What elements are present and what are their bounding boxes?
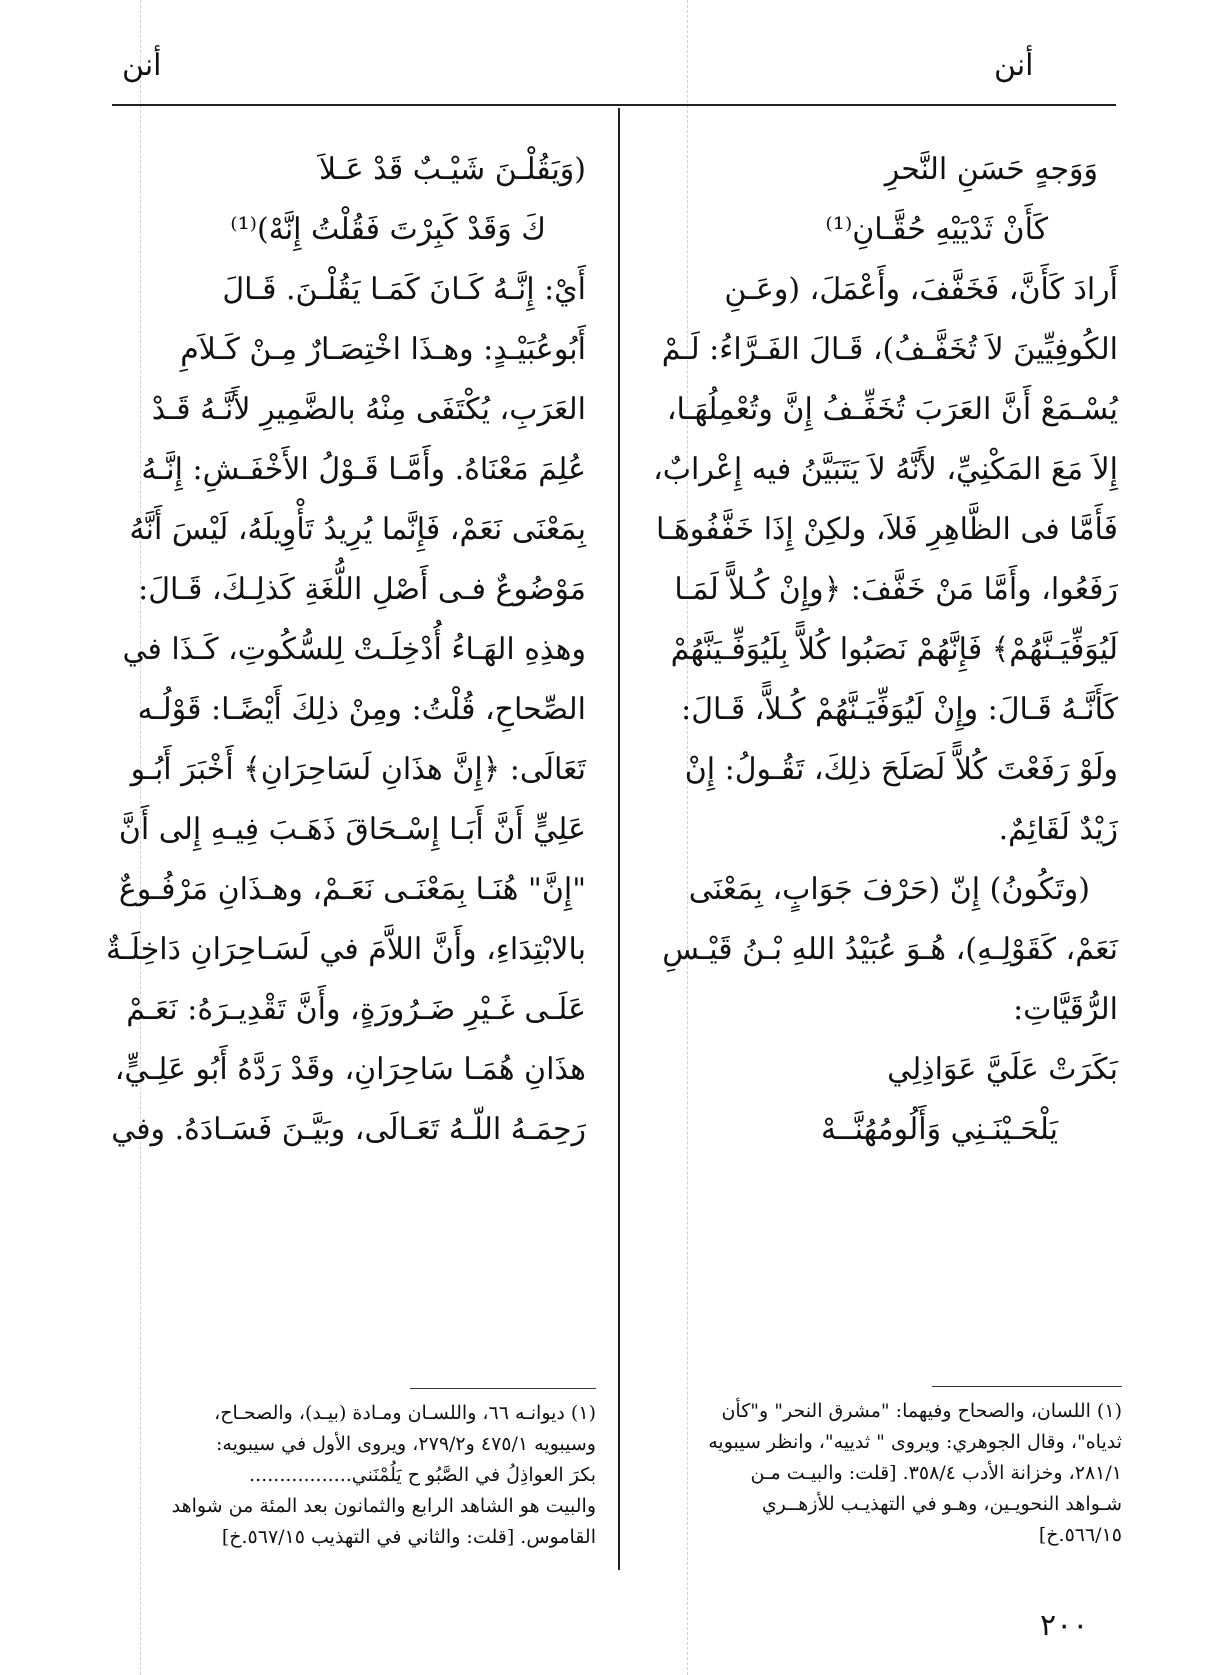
left-column — [105, 140, 586, 1160]
footnote-right — [676, 1396, 1122, 1551]
text-line: رَحِمَـهُ اللّـهُ تَعَـالَى، وبَيَّـنَ فَسَـادَهُ. وفي — [111, 1112, 586, 1147]
text-line: الكُوفِيِّينَ لاَ تُخَفَّـفُ)، قَـالَ الفَـرَّاءُ: لَـمْ — [661, 332, 1118, 367]
text-line: وهذِهِ الهَـاءُ أُدْخِلَـتْ لِلسُّكُوتِ، كَـذَا في — [122, 632, 586, 667]
footnote-line: شـواهد النحويـين، وهـو في التهذيـب للأزهــري — [761, 1493, 1122, 1515]
text-line: إِلاَ مَعَ المَكْنِيِّ، لأَنَّهُ لاَ يَتَبَيَّنُ فيه إِعْرابٌ، — [653, 452, 1118, 487]
footnote-line: (١) اللسان، والصحاح وفيهما: "مشرق النحر" و"كأن — [721, 1400, 1122, 1422]
text-line: أَبُوعُبَيْـدٍ: وهـذَا اخْتِصَـارٌ مِـنْ كَـلاَمِ — [180, 332, 586, 367]
text-line: العَرَبِ، يُكْتَفَى مِنْهُ بالضَّمِيرِ لأَنَّـهُ قَـدْ — [151, 392, 586, 427]
text-line: تَعَالَى: ﴿إِنَّ هذَانِ لَسَاحِرَانِ﴾ أَخْبَرَ أَبُـو — [130, 752, 586, 787]
footnote-line: والبيت هو الشاهد الرابع والثمانون بعد المئة من شواهد — [171, 1495, 596, 1517]
text-line: نَعَمْ، كَقَوْلِـهِ)، هُـوَ عُبَيْدُ اللهِ بْـنُ قَيْـسِ — [662, 932, 1118, 967]
footnote-left — [118, 1398, 596, 1553]
text-line: "إِنَّ" هُنَـا بِمَعْنَـى نَعَـمْ، وهـذَانِ مَرْفُـوعٌ — [118, 872, 586, 907]
footnote-rule-left — [410, 1388, 596, 1389]
text-line: (وتَكُونُ) إِنّ (حَرْفَ جَوَابٍ، بِمَعْنَى — [688, 872, 1090, 907]
text-line: بِمَعْنَى نَعَمْ، فَإِنَّما يُرِيدُ تَأْوِيلَهُ، لَيْسَ أَنَّهُ — [129, 512, 586, 547]
footnote-line: وسيبويه ٤٧٥/١ و٢٧٩/٢، ويروى الأول في سيبويه: — [216, 1433, 596, 1455]
verse-line: كَ وَقَدْ كَبِرْتَ فَقُلْتُ إِنَّهْ)⁽¹⁾ — [230, 212, 546, 247]
text-line: أَرادَ كَأَنَّ، فَخَفَّفَ، وأَعْمَلَ، (وعَـنِ — [724, 272, 1118, 307]
footnote-line: ٢٨١/١، وخزانة الأدب ٣٥٨/٤. [قلت: والبيـت مـن — [750, 1462, 1122, 1484]
right-column — [653, 140, 1118, 1160]
text-line: مَوْضُوعٌ فـى أَصْلِ اللُّغَةِ كَذلِـكَ، قَـالَ: — [138, 572, 586, 607]
text-line: يُسْـمَعْ أَنَّ العَرَبَ تُخَفِّـفُ إِنَّ وتُعْمِلُهَـا، — [666, 392, 1118, 427]
text-line: عَلَـى غَـيْرِ ضَـرُورَةٍ، وأَنَّ تَقْدِيـرَهُ: نَعَـمْ — [126, 992, 586, 1027]
verse-line: (وَيَقُلْـنَ شَيْـبٌ قَدْ عَـلاَ — [319, 152, 586, 187]
footnote-line: ٥٦٦/١٥.خ] — [1038, 1524, 1122, 1546]
footnote-line: (١) ديوانـه ٦٦، واللسـان ومـادة (بيـد)، والصحـاح، — [214, 1402, 596, 1424]
text-line: كَأَنَّـهُ قَـالَ: وإِنْ لَيُوَفِّيَـنَّهُمْ كُـلاًّ، قَـالَ: — [681, 692, 1118, 727]
verse-line: كَأَنْ ثَدْيَيْهِ حُقَّـانِ⁽¹⁾ — [825, 212, 1048, 247]
verse-line: يَلْحَـيْنَـنِي وَأَلُومُهُنَّــهْ — [821, 1112, 1058, 1147]
running-header-left: أنن — [122, 48, 162, 83]
text-line: عَلِيٍّ أَنَّ أَبَـا إِسْـحَاقَ ذَهَـبَ فِيـهِ إِلى أَنَّ — [118, 812, 586, 847]
footnote-rule-right — [932, 1386, 1122, 1387]
text-line: أَيْ: إِنَّـهُ كَـانَ كَمَـا يَقُلْـنَ. قَـالَ — [222, 272, 586, 307]
text-line: رَفَعُوا، وأَمَّا مَنْ خَفَّفَ: ﴿وإِنْ كُـلاًّ لَمَـا — [674, 572, 1118, 607]
verse-line: وَوَجهٍ حَسَنِ النَّحرِ — [884, 152, 1098, 187]
footnote-line: ثدياه"، وقال الجوهري: ويروى " ثدييه"، وانظر سيبويه — [708, 1431, 1122, 1453]
text-line: هذَانِ هُمَـا سَاحِرَانِ، وقَدْ رَدَّهُ أَبُو عَلِـيٍّ، — [114, 1052, 586, 1087]
text-line: بالابْتِدَاءِ، وأَنَّ اللاَّمَ في لَسَـاحِرَانِ دَاخِلَـةٌ — [105, 932, 586, 967]
running-header-right: أنن — [994, 48, 1034, 83]
column-divider — [618, 108, 620, 1570]
header-rule — [112, 104, 1116, 106]
text-line: عُلِمَ مَعْنَاهُ. وأَمَّـا قَـوْلُ الأَخْفَـشِ: إِنَّـهُ — [141, 452, 586, 487]
text-line: ولَوْ رَفَعْتَ كُلاًّ لَصَلَحَ ذلِكَ، تَقُـولُ: إِنْ — [684, 752, 1118, 787]
page-number: ٢٠٠ — [1040, 1608, 1089, 1643]
text-line: لَيُوَفِّيَـنَّهُمْ﴾ فَإِنَّهُمْ نَصَبُوا كُلاًّ بِلَيُوَفِّـيَنَّهُمْ — [670, 632, 1118, 667]
text-line: الرُّقَيَّاتِ: — [1013, 992, 1118, 1027]
text-line: زَيْدٌ لَقَائِمٌ. — [998, 812, 1118, 847]
text-line: فَأَمَّا فى الظَّاهِرِ فَلاَ، ولكِنْ إِذَا خَفَّفُوهَـا — [656, 512, 1118, 547]
text-line: الصِّحاحِ، قُلْتُ: ومِنْ ذلِكَ أَيْضًـا: قَوْلُـه — [137, 692, 586, 727]
footnote-line: بكرَ العواذِلُ في الصَّبُو ح يَلُمْنَني................. — [249, 1464, 596, 1486]
footnote-line: القاموس. [قلت: والثاني في التهذيب ٥٦٧/١٥.خ] — [221, 1526, 596, 1548]
verse-line: بَكَرَتْ عَلَيَّ عَوَاذِلِي — [887, 1052, 1118, 1087]
